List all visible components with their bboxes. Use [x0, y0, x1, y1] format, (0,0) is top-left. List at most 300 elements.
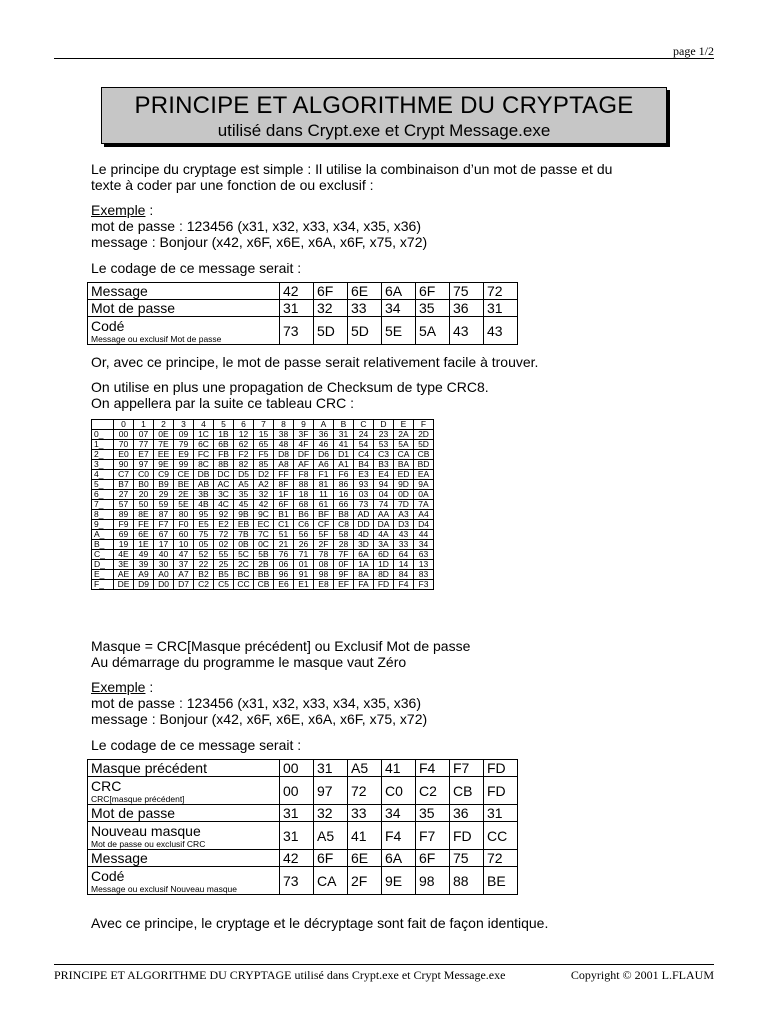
value-cell: 31 — [280, 300, 314, 317]
value-cell: 6F — [314, 283, 348, 300]
example-heading — [91, 202, 691, 218]
crc-cell: 47 — [174, 550, 194, 560]
coding-intro-1: Le codage de ce message serait : — [91, 260, 302, 276]
crc-cell: 1D — [374, 560, 394, 570]
table-row — [88, 760, 518, 777]
value-cell: 42 — [280, 850, 314, 867]
value-cell: F7 — [416, 822, 450, 850]
row-label: Masque précédent — [91, 760, 207, 776]
crc-col-header: 5 — [214, 420, 234, 430]
value-cell: 33 — [348, 300, 382, 317]
value-cell: 00 — [280, 760, 314, 777]
crc-cell: 64 — [394, 550, 414, 560]
crc-cell: A1 — [334, 460, 354, 470]
crc-cell: 73 — [354, 500, 374, 510]
crc-cell: 3C — [214, 490, 234, 500]
value-cell: 88 — [450, 867, 484, 895]
crc-cell: 34 — [414, 540, 434, 550]
crc-cell: 80 — [174, 510, 194, 520]
crc-cell: 8F — [274, 480, 294, 490]
crc-row-header: C_ — [92, 550, 114, 560]
crc-cell: EC — [254, 520, 274, 530]
crc-cell: 75 — [194, 530, 214, 540]
row-label: CRC — [91, 777, 122, 794]
crc-cell: E6 — [274, 580, 294, 590]
crc-cell: FA — [354, 580, 374, 590]
crc-cell: A9 — [134, 570, 154, 580]
crc-cell: 4F — [294, 440, 314, 450]
crc-cell: DC — [214, 470, 234, 480]
crc-row-header: 4_ — [92, 470, 114, 480]
crc-cell: F9 — [114, 520, 134, 530]
crc-cell: 94 — [374, 480, 394, 490]
crc-cell: F5 — [254, 450, 274, 460]
crc-cell: 61 — [314, 500, 334, 510]
value-cell: 32 — [314, 300, 348, 317]
crc-row-header: 0_ — [92, 430, 114, 440]
crc-cell: A2 — [254, 480, 274, 490]
crc-cell: 06 — [274, 560, 294, 570]
value-cell: 5A — [416, 317, 450, 345]
crc-cell: C1 — [274, 520, 294, 530]
crc-cell: 69 — [114, 530, 134, 540]
or-line: Or, avec ce principe, le mot de passe serait relativement facile à trouver. — [91, 354, 539, 370]
crc-cell: F7 — [154, 520, 174, 530]
crc-cell: 67 — [154, 530, 174, 540]
crc-cell: AB — [194, 480, 214, 490]
crc-cell: 99 — [174, 460, 194, 470]
crc-row — [92, 560, 434, 570]
crc-cell: C2 — [194, 580, 214, 590]
value-cell: 2F — [348, 867, 382, 895]
crc-cell: 6F — [274, 500, 294, 510]
crc-cell: 37 — [174, 560, 194, 570]
crc-col-header: 0 — [114, 420, 134, 430]
value-cell: F4 — [382, 822, 416, 850]
crc-cell: FD — [374, 580, 394, 590]
crc-cell: 87 — [154, 510, 174, 520]
masque-line-1: Masque = CRC[Masque précédent] ou Exclusif Mot de passe — [91, 638, 471, 654]
crc-cell: 25 — [214, 560, 234, 570]
crc-cell: 24 — [354, 430, 374, 440]
crc-col-header: E — [394, 420, 414, 430]
crc-cell: 7B — [234, 530, 254, 540]
crc-cell: 81 — [314, 480, 334, 490]
value-cell: 31 — [280, 822, 314, 850]
crc-cell: F1 — [314, 470, 334, 480]
crc-cell: 6C — [194, 440, 214, 450]
crc-cell: 44 — [414, 530, 434, 540]
crc-cell: D4 — [414, 520, 434, 530]
row-sublabel: Message ou exclusif Mot de passe — [91, 333, 222, 344]
value-cell: 43 — [450, 317, 484, 345]
row-label-cell — [88, 805, 280, 822]
value-cell: 6A — [382, 850, 416, 867]
crc-cell: 76 — [274, 550, 294, 560]
crc-cell: A0 — [154, 570, 174, 580]
value-cell: BE — [484, 867, 518, 895]
crc-cell: 53 — [374, 440, 394, 450]
crc-cell: EB — [234, 520, 254, 530]
crc-col-header: A — [314, 420, 334, 430]
crc-cell: 15 — [254, 430, 274, 440]
crc-cell: AE — [114, 570, 134, 580]
value-cell: 6E — [348, 283, 382, 300]
crc-cell: A6 — [314, 460, 334, 470]
crc-cell: 00 — [114, 430, 134, 440]
crc-cell: 3A — [374, 540, 394, 550]
footer-title: PRINCIPE ET ALGORITHME DU CRYPTAGE utilisé dans Crypt.exe et Crypt Message.exe — [54, 968, 506, 982]
value-cell: 31 — [484, 805, 518, 822]
value-cell: A5 — [348, 760, 382, 777]
value-cell: 34 — [382, 805, 416, 822]
crc-row-header: 1_ — [92, 440, 114, 450]
value-cell: 31 — [280, 805, 314, 822]
crc-cell: 2D — [414, 430, 434, 440]
value-cell: 31 — [484, 300, 518, 317]
crc-row — [92, 570, 434, 580]
crc-cell: 2C — [234, 560, 254, 570]
crc-cell: 77 — [134, 440, 154, 450]
crc-cell: 19 — [114, 540, 134, 550]
crc-cell: D3 — [394, 520, 414, 530]
crc-cell: 2B — [254, 560, 274, 570]
crc-row — [92, 430, 434, 440]
crc-cell: 3E — [114, 560, 134, 570]
row-label: Nouveau masque — [91, 822, 201, 839]
row-label: Message — [91, 283, 148, 299]
crc-cell: 90 — [114, 460, 134, 470]
value-cell: 00 — [280, 777, 314, 805]
crc-cell: D8 — [274, 450, 294, 460]
value-cell: 72 — [348, 777, 382, 805]
page-subtitle: utilisé dans Crypt.exe et Crypt Message.exe — [217, 121, 551, 140]
crc-cell: 60 — [174, 530, 194, 540]
crc-row — [92, 580, 434, 590]
value-cell: 41 — [348, 822, 382, 850]
crc-row-header: 7_ — [92, 500, 114, 510]
crc-cell: 84 — [394, 570, 414, 580]
table-row — [88, 300, 518, 317]
crc-cell: 22 — [194, 560, 214, 570]
crc-cell: C4 — [354, 450, 374, 460]
crc-cell: B1 — [274, 510, 294, 520]
row-label: Codé — [91, 317, 125, 334]
crc-cell: 01 — [294, 560, 314, 570]
crc-cell: 50 — [134, 500, 154, 510]
example-colon: : — [145, 202, 154, 218]
crc-cell: 13 — [414, 560, 434, 570]
crc-cell: C7 — [114, 470, 134, 480]
crc-cell: 66 — [334, 500, 354, 510]
crc-cell: 3D — [354, 540, 374, 550]
row-label: Message — [91, 850, 148, 866]
crc-cell: F4 — [394, 580, 414, 590]
value-cell: 42 — [280, 283, 314, 300]
crc-cell: 04 — [374, 490, 394, 500]
crc-cell: C0 — [134, 470, 154, 480]
crc-cell: 36 — [314, 430, 334, 440]
crc-col-header: 6 — [234, 420, 254, 430]
crc-cell: 6E — [134, 530, 154, 540]
crc-cell: 9E — [154, 460, 174, 470]
crc-col-header: 4 — [194, 420, 214, 430]
coding-intro-2: Le codage de ce message serait : — [91, 737, 302, 753]
crc-cell: 1F — [274, 490, 294, 500]
crc-cell: B5 — [214, 570, 234, 580]
crc-col-header: C — [354, 420, 374, 430]
crc-cell: AF — [294, 460, 314, 470]
value-cell: FD — [484, 777, 518, 805]
crc-cell: 57 — [114, 500, 134, 510]
crc-table — [91, 419, 434, 590]
crc-row — [92, 540, 434, 550]
crc-cell: E4 — [374, 470, 394, 480]
crc-cell: D2 — [254, 470, 274, 480]
crc-cell: 26 — [294, 540, 314, 550]
crc-cell: 48 — [274, 440, 294, 450]
value-cell: 43 — [484, 317, 518, 345]
crc-cell: DB — [194, 470, 214, 480]
crc-cell: 56 — [294, 530, 314, 540]
crc-cell: 58 — [334, 530, 354, 540]
value-cell: 35 — [416, 805, 450, 822]
value-cell: 36 — [450, 300, 484, 317]
crc-cell: F6 — [334, 470, 354, 480]
crc-row — [92, 440, 434, 450]
crc-col-header: D — [374, 420, 394, 430]
crc-cell: C3 — [374, 450, 394, 460]
value-cell: 32 — [314, 805, 348, 822]
crc-cell: 5E — [174, 500, 194, 510]
crc-cell: C5 — [214, 580, 234, 590]
crc-cell: 7D — [394, 500, 414, 510]
value-cell: 97 — [314, 777, 348, 805]
crc-cell: 07 — [134, 430, 154, 440]
value-cell: 5E — [382, 317, 416, 345]
value-cell: 6F — [416, 283, 450, 300]
crc-cell: BB — [254, 570, 274, 580]
crc-cell: 10 — [174, 540, 194, 550]
crc-cell: 38 — [274, 430, 294, 440]
crc-cell: 3F — [294, 430, 314, 440]
crc-cell: FB — [214, 450, 234, 460]
crc-cell: 89 — [114, 510, 134, 520]
example-heading-2 — [91, 679, 691, 695]
crc-cell: 9C — [254, 510, 274, 520]
closing-line: Avec ce principe, le cryptage et le décryptage sont fait de façon identique. — [91, 915, 549, 931]
crc-cell: 63 — [414, 550, 434, 560]
page-title: PRINCIPE ET ALGORITHME DU CRYPTAGE — [134, 92, 634, 119]
crc-cell: A5 — [234, 480, 254, 490]
crc-cell: FC — [194, 450, 214, 460]
password-line-2: mot de passe : 123456 (x31, x32, x33, x34, x35, x36) — [91, 695, 421, 711]
crc-cell: A4 — [414, 510, 434, 520]
value-cell: 35 — [416, 300, 450, 317]
crc-cell: 8C — [194, 460, 214, 470]
crc-cell: E2 — [214, 520, 234, 530]
crc-row-header: 5_ — [92, 480, 114, 490]
crc-cell: CB — [414, 450, 434, 460]
crc-cell: BE — [174, 480, 194, 490]
crc-row — [92, 510, 434, 520]
row-label: Codé — [91, 867, 125, 884]
crc-row-header: 8_ — [92, 510, 114, 520]
value-cell: 5D — [314, 317, 348, 345]
crc-cell: 3B — [194, 490, 214, 500]
crc-cell: B7 — [114, 480, 134, 490]
crc-cell: 78 — [314, 550, 334, 560]
row-label-cell — [88, 777, 280, 805]
crc-cell: 6D — [374, 550, 394, 560]
crc-cell: A3 — [394, 510, 414, 520]
crc-cell: F2 — [234, 450, 254, 460]
table-row — [88, 822, 518, 850]
crc-cell: 2F — [314, 540, 334, 550]
value-cell: CC — [484, 822, 518, 850]
value-cell: 73 — [280, 867, 314, 895]
crc-cell: 23 — [374, 430, 394, 440]
crc-cell: 98 — [314, 570, 334, 580]
crc-col-header: F — [414, 420, 434, 430]
crc-cell: C9 — [154, 470, 174, 480]
crc-cell: 0D — [394, 490, 414, 500]
crc-cell: 03 — [354, 490, 374, 500]
crc-cell: 27 — [114, 490, 134, 500]
row-sublabel: Mot de passe ou exclusif CRC — [91, 838, 206, 849]
crc-cell: 14 — [394, 560, 414, 570]
crc-cell: 95 — [194, 510, 214, 520]
crc-col-header: 1 — [134, 420, 154, 430]
crc-intro — [91, 379, 691, 411]
crc-cell: 4E — [114, 550, 134, 560]
row-label-cell — [88, 283, 280, 300]
crc-cell: E0 — [114, 450, 134, 460]
crc-cell: 09 — [174, 430, 194, 440]
crc-cell: 52 — [194, 550, 214, 560]
crc-cell: B0 — [134, 480, 154, 490]
crc-cell: 5B — [254, 550, 274, 560]
crc-cell: 0F — [334, 560, 354, 570]
example-block-2 — [91, 679, 691, 727]
masque-block — [91, 638, 691, 670]
crc-cell: E1 — [294, 580, 314, 590]
crc-cell: 9A — [414, 480, 434, 490]
crc-cell: 71 — [294, 550, 314, 560]
row-label-cell — [88, 867, 280, 895]
crc-cell: 8B — [214, 460, 234, 470]
crc-row — [92, 530, 434, 540]
crc-cell: 29 — [154, 490, 174, 500]
crc-col-header: 8 — [274, 420, 294, 430]
value-cell: 34 — [382, 300, 416, 317]
value-cell: CB — [450, 777, 484, 805]
crc-cell: ED — [394, 470, 414, 480]
table-row — [88, 283, 518, 300]
crc-cell: BA — [394, 460, 414, 470]
crc-cell: 31 — [334, 430, 354, 440]
value-cell: C2 — [416, 777, 450, 805]
crc-row-header: 3_ — [92, 460, 114, 470]
crc-cell: CC — [234, 580, 254, 590]
table-row — [88, 867, 518, 895]
crc-cell: 40 — [154, 550, 174, 560]
crc-cell: 92 — [214, 510, 234, 520]
crc-cell: D7 — [174, 580, 194, 590]
value-cell: 6F — [314, 850, 348, 867]
crc-row-header: 2_ — [92, 450, 114, 460]
crc-cell: 16 — [334, 490, 354, 500]
crc-cell: 85 — [254, 460, 274, 470]
row-sublabel: Message ou exclusif Nouveau masque — [91, 883, 237, 894]
value-cell: A5 — [314, 822, 348, 850]
crc-row — [92, 470, 434, 480]
title-box — [101, 87, 667, 144]
crc-cell: 74 — [374, 500, 394, 510]
message-line-2: message : Bonjour (x42, x6F, x6E, x6A, x6F, x75, x72) — [91, 711, 428, 727]
table-row — [88, 777, 518, 805]
crc-cell: 6B — [214, 440, 234, 450]
crc-cell: 2A — [394, 430, 414, 440]
crc-cell: C6 — [294, 520, 314, 530]
password-line: mot de passe : 123456 (x31, x32, x33, x34, x35, x36) — [91, 218, 421, 234]
example-block-1 — [91, 202, 691, 250]
crc-cell: FF — [274, 470, 294, 480]
intro-line-2: texte à coder par une fonction de ou exclusif : — [91, 177, 374, 193]
value-cell: 72 — [484, 850, 518, 867]
crc-cell: DA — [374, 520, 394, 530]
crc-cell: 5F — [314, 530, 334, 540]
crc-cell: A8 — [274, 460, 294, 470]
crc-row — [92, 490, 434, 500]
crc-cell: D9 — [134, 580, 154, 590]
crc-cell: 39 — [134, 560, 154, 570]
crc-cell: F0 — [174, 520, 194, 530]
crc-col-header: B — [334, 420, 354, 430]
crc-cell: CB — [254, 580, 274, 590]
crc-cell: B8 — [334, 510, 354, 520]
crc-cell: AD — [354, 510, 374, 520]
crc-cell: 55 — [214, 550, 234, 560]
crc-cell: 6A — [354, 550, 374, 560]
crc-row-header: A_ — [92, 530, 114, 540]
crc-cell: 5A — [394, 440, 414, 450]
crc-row-header: D_ — [92, 560, 114, 570]
value-cell: 72 — [484, 283, 518, 300]
row-sublabel: CRC[masque précédent] — [91, 793, 185, 804]
crc-cell: CA — [394, 450, 414, 460]
value-cell: 31 — [314, 760, 348, 777]
crc-cell: 62 — [234, 440, 254, 450]
crc-cell: F3 — [414, 580, 434, 590]
crc-cell: BF — [314, 510, 334, 520]
example-colon-2: : — [145, 679, 154, 695]
crc-cell: 28 — [334, 540, 354, 550]
crc-cell: C8 — [334, 520, 354, 530]
crc-cell: 72 — [214, 530, 234, 540]
crc-cell: B4 — [354, 460, 374, 470]
row-label: Mot de passe — [91, 300, 176, 316]
crc-cell: 1B — [214, 430, 234, 440]
crc-cell: 8D — [374, 570, 394, 580]
value-cell: 6A — [382, 283, 416, 300]
crc-cell: 41 — [334, 440, 354, 450]
crc-cell: 46 — [314, 440, 334, 450]
crc-cell: B6 — [294, 510, 314, 520]
crc-cell: DE — [114, 580, 134, 590]
value-cell: 6E — [348, 850, 382, 867]
row-label-cell — [88, 317, 280, 345]
